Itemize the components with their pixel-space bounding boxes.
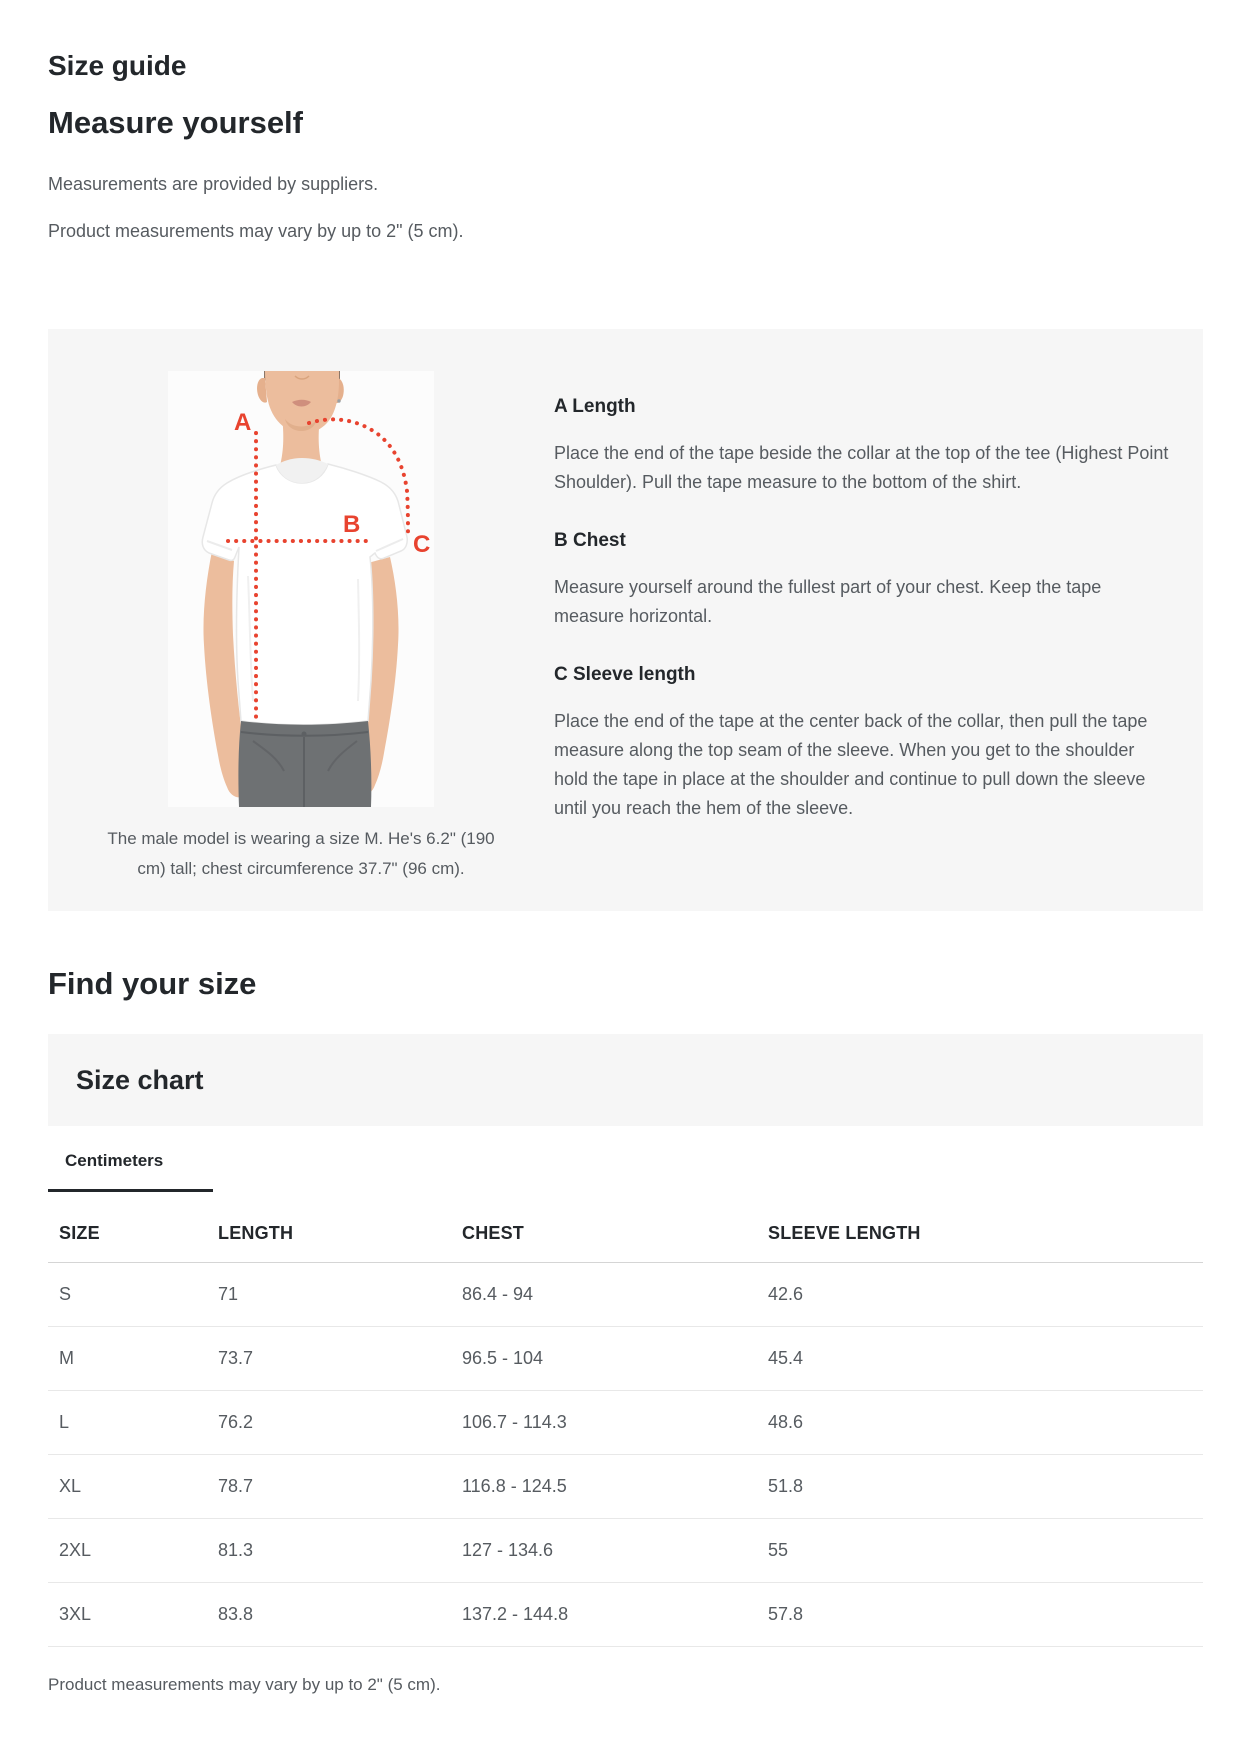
- measure-panel: [48, 329, 1203, 911]
- instruction-c-label: C Sleeve length: [554, 664, 696, 685]
- instruction-c-text: Place the end of the tape at the center back of the collar, then pull the tape measure along the top seam of the sleeve. When you get to the shoulder hold the tape in place at the shoulder and continue to pull down the sleeve until you reach the hem of the sleeve.: [554, 711, 1148, 818]
- measure-yourself-heading: Measure yourself: [48, 105, 303, 140]
- cell-chest: 137.2 - 144.8: [451, 1583, 757, 1647]
- cell-sleeve: 51.8: [757, 1455, 1203, 1519]
- cell-size: S: [48, 1263, 207, 1327]
- table-row: [48, 1519, 1203, 1583]
- cell-chest: 127 - 134.6: [451, 1519, 757, 1583]
- cell-chest: 96.5 - 104: [451, 1327, 757, 1391]
- marker-c-label: C: [413, 531, 431, 558]
- instruction-b-text: Measure yourself around the fullest part of your chest. Keep the tape measure horizontal.: [554, 577, 1102, 626]
- instruction-a-text: Place the end of the tape beside the collar at the top of the tee (Highest Point Shoulder). Pull the tape measure to the bottom of the shirt.: [554, 443, 1169, 492]
- cell-sleeve: 55: [757, 1519, 1203, 1583]
- variance-note: Product measurements may vary by up to 2" (5 cm).: [48, 221, 464, 241]
- instruction-b-label: B Chest: [554, 530, 626, 551]
- column-header-sleeve: SLEEVE LENGTH: [757, 1204, 1203, 1263]
- model-column: [76, 357, 526, 883]
- cell-sleeve: 42.6: [757, 1263, 1203, 1327]
- size-chart-table: [48, 1204, 1203, 1647]
- cell-size: 3XL: [48, 1583, 207, 1647]
- column-header-size: SIZE: [48, 1204, 207, 1263]
- cell-chest: 106.7 - 114.3: [451, 1391, 757, 1455]
- table-row: [48, 1327, 1203, 1391]
- model-photo: [168, 371, 434, 807]
- model-caption: The male model is wearing a size M. He's 6.2" (190 cm) tall; chest circumference 37.7" (96 cm).: [107, 829, 495, 878]
- cell-chest: 86.4 - 94: [451, 1263, 757, 1327]
- column-header-chest: CHEST: [451, 1204, 757, 1263]
- table-row: [48, 1583, 1203, 1647]
- model-illustration: [168, 371, 434, 807]
- instruction-a-label: A Length: [554, 396, 636, 417]
- cell-length: 78.7: [207, 1455, 451, 1519]
- unit-tabs: [48, 1126, 1203, 1192]
- cell-length: 71: [207, 1263, 451, 1327]
- size-chart-header: [48, 1034, 1203, 1126]
- cell-sleeve: 48.6: [757, 1391, 1203, 1455]
- find-your-size-heading: Find your size: [48, 966, 257, 1001]
- size-chart-title: Size chart: [76, 1064, 204, 1095]
- marker-a-label: A: [234, 409, 252, 436]
- table-header-row: [48, 1204, 1203, 1263]
- cell-size: L: [48, 1391, 207, 1455]
- marker-b-label: B: [343, 511, 361, 538]
- cell-length: 83.8: [207, 1583, 451, 1647]
- cell-sleeve: 57.8: [757, 1583, 1203, 1647]
- cell-length: 76.2: [207, 1391, 451, 1455]
- cell-chest: 116.8 - 124.5: [451, 1455, 757, 1519]
- table-row: [48, 1391, 1203, 1455]
- column-header-length: LENGTH: [207, 1204, 451, 1263]
- tab-centimeters[interactable]: Centimeters: [48, 1126, 213, 1192]
- cell-size: 2XL: [48, 1519, 207, 1583]
- cell-size: M: [48, 1327, 207, 1391]
- cell-length: 73.7: [207, 1327, 451, 1391]
- page-title: Size guide: [48, 50, 187, 81]
- cell-size: XL: [48, 1455, 207, 1519]
- instructions-column: [526, 357, 1175, 883]
- supplier-note: Measurements are provided by suppliers.: [48, 174, 379, 194]
- cell-length: 81.3: [207, 1519, 451, 1583]
- table-row: [48, 1263, 1203, 1327]
- table-row: [48, 1455, 1203, 1519]
- table-footnote: Product measurements may vary by up to 2" (5 cm).: [48, 1675, 441, 1694]
- cell-sleeve: 45.4: [757, 1327, 1203, 1391]
